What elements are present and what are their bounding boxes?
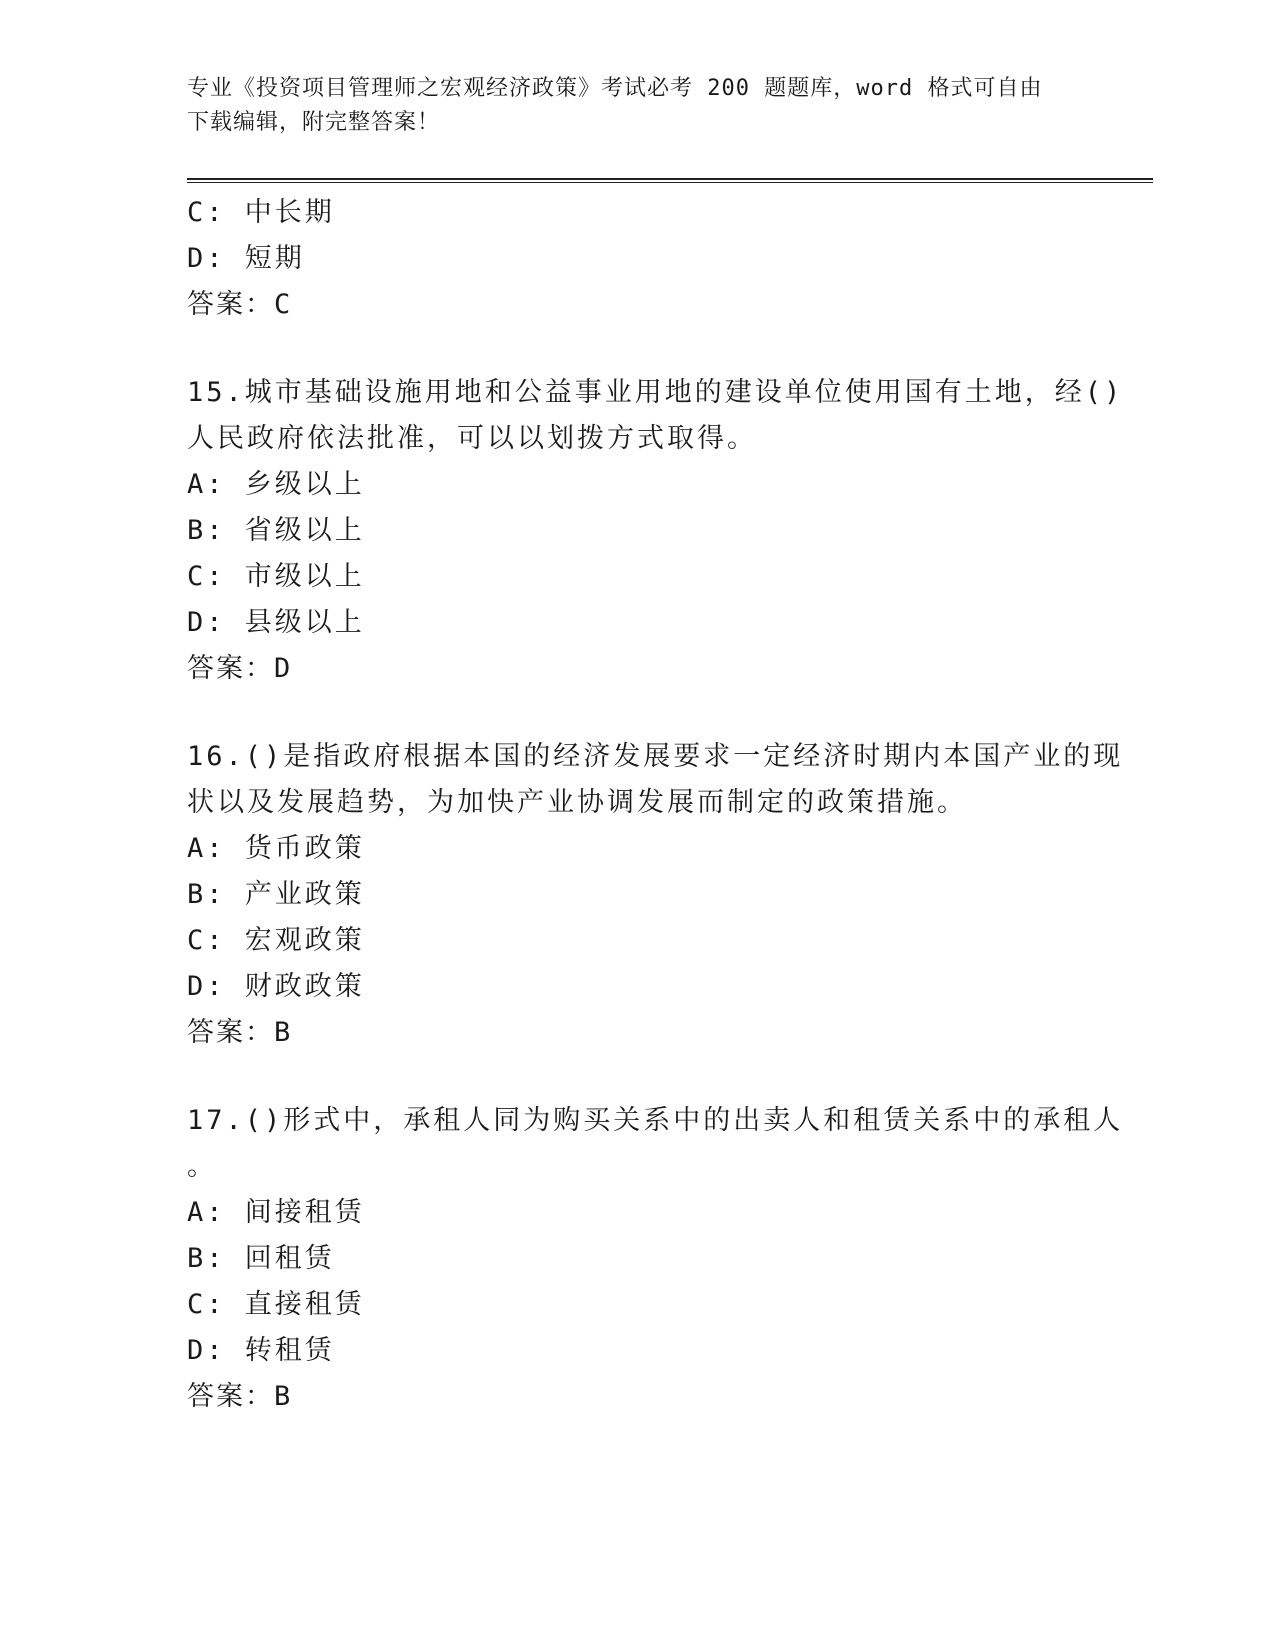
spacer bbox=[187, 692, 1087, 734]
question-content bbox=[187, 190, 1124, 1420]
question-15 bbox=[187, 370, 1124, 692]
option-a: A: 乡级以上 bbox=[187, 469, 365, 500]
answer-line: 答案：B bbox=[187, 1017, 293, 1048]
question-16 bbox=[187, 734, 1124, 1056]
option-c: C: 直接租赁 bbox=[187, 1289, 365, 1320]
option-b: B: 产业政策 bbox=[187, 879, 365, 910]
option-b: B: 回租赁 bbox=[187, 1243, 335, 1274]
question-text-line-2: 。 bbox=[187, 1151, 217, 1182]
option-a: A: 间接租赁 bbox=[187, 1197, 365, 1228]
spacer bbox=[187, 328, 1087, 370]
header-divider bbox=[187, 178, 1153, 183]
question-17 bbox=[187, 1098, 1124, 1420]
question-text-line-1: 17.()形式中，承租人同为购买关系中的出卖人和租赁关系中的承租人 bbox=[187, 1105, 1124, 1136]
answer-line: 答案：C bbox=[187, 289, 293, 320]
option-c: C: 宏观政策 bbox=[187, 925, 365, 956]
answer-line: 答案：B bbox=[187, 1381, 293, 1412]
spacer bbox=[187, 1056, 1087, 1098]
document-header bbox=[187, 72, 1067, 140]
option-c: C: 中长期 bbox=[187, 197, 335, 228]
option-d: D: 短期 bbox=[187, 243, 305, 274]
header-line-2: 下载编辑，附完整答案！ bbox=[187, 110, 441, 135]
header-line-1: 专业《投资项目管理师之宏观经济政策》考试必考 200 题题库，word 格式可自由 bbox=[187, 76, 1043, 101]
question-text-line-1: 16.()是指政府根据本国的经济发展要求一定经济时期内本国产业的现 bbox=[187, 741, 1124, 772]
option-d: D: 财政政策 bbox=[187, 971, 365, 1002]
question-text-line-2: 人民政府依法批准，可以以划拨方式取得。 bbox=[187, 423, 757, 454]
question-text-line-1: 15.城市基础设施用地和公益事业用地的建设单位使用国有土地，经() bbox=[187, 377, 1124, 408]
option-b: B: 省级以上 bbox=[187, 515, 365, 546]
option-d: D: 县级以上 bbox=[187, 607, 365, 638]
option-d: D: 转租赁 bbox=[187, 1335, 335, 1366]
question-14-remainder bbox=[187, 190, 1087, 328]
option-a: A: 货币政策 bbox=[187, 833, 365, 864]
answer-line: 答案：D bbox=[187, 653, 293, 684]
option-c: C: 市级以上 bbox=[187, 561, 365, 592]
question-text-line-2: 状以及发展趋势，为加快产业协调发展而制定的政策措施。 bbox=[187, 787, 967, 818]
